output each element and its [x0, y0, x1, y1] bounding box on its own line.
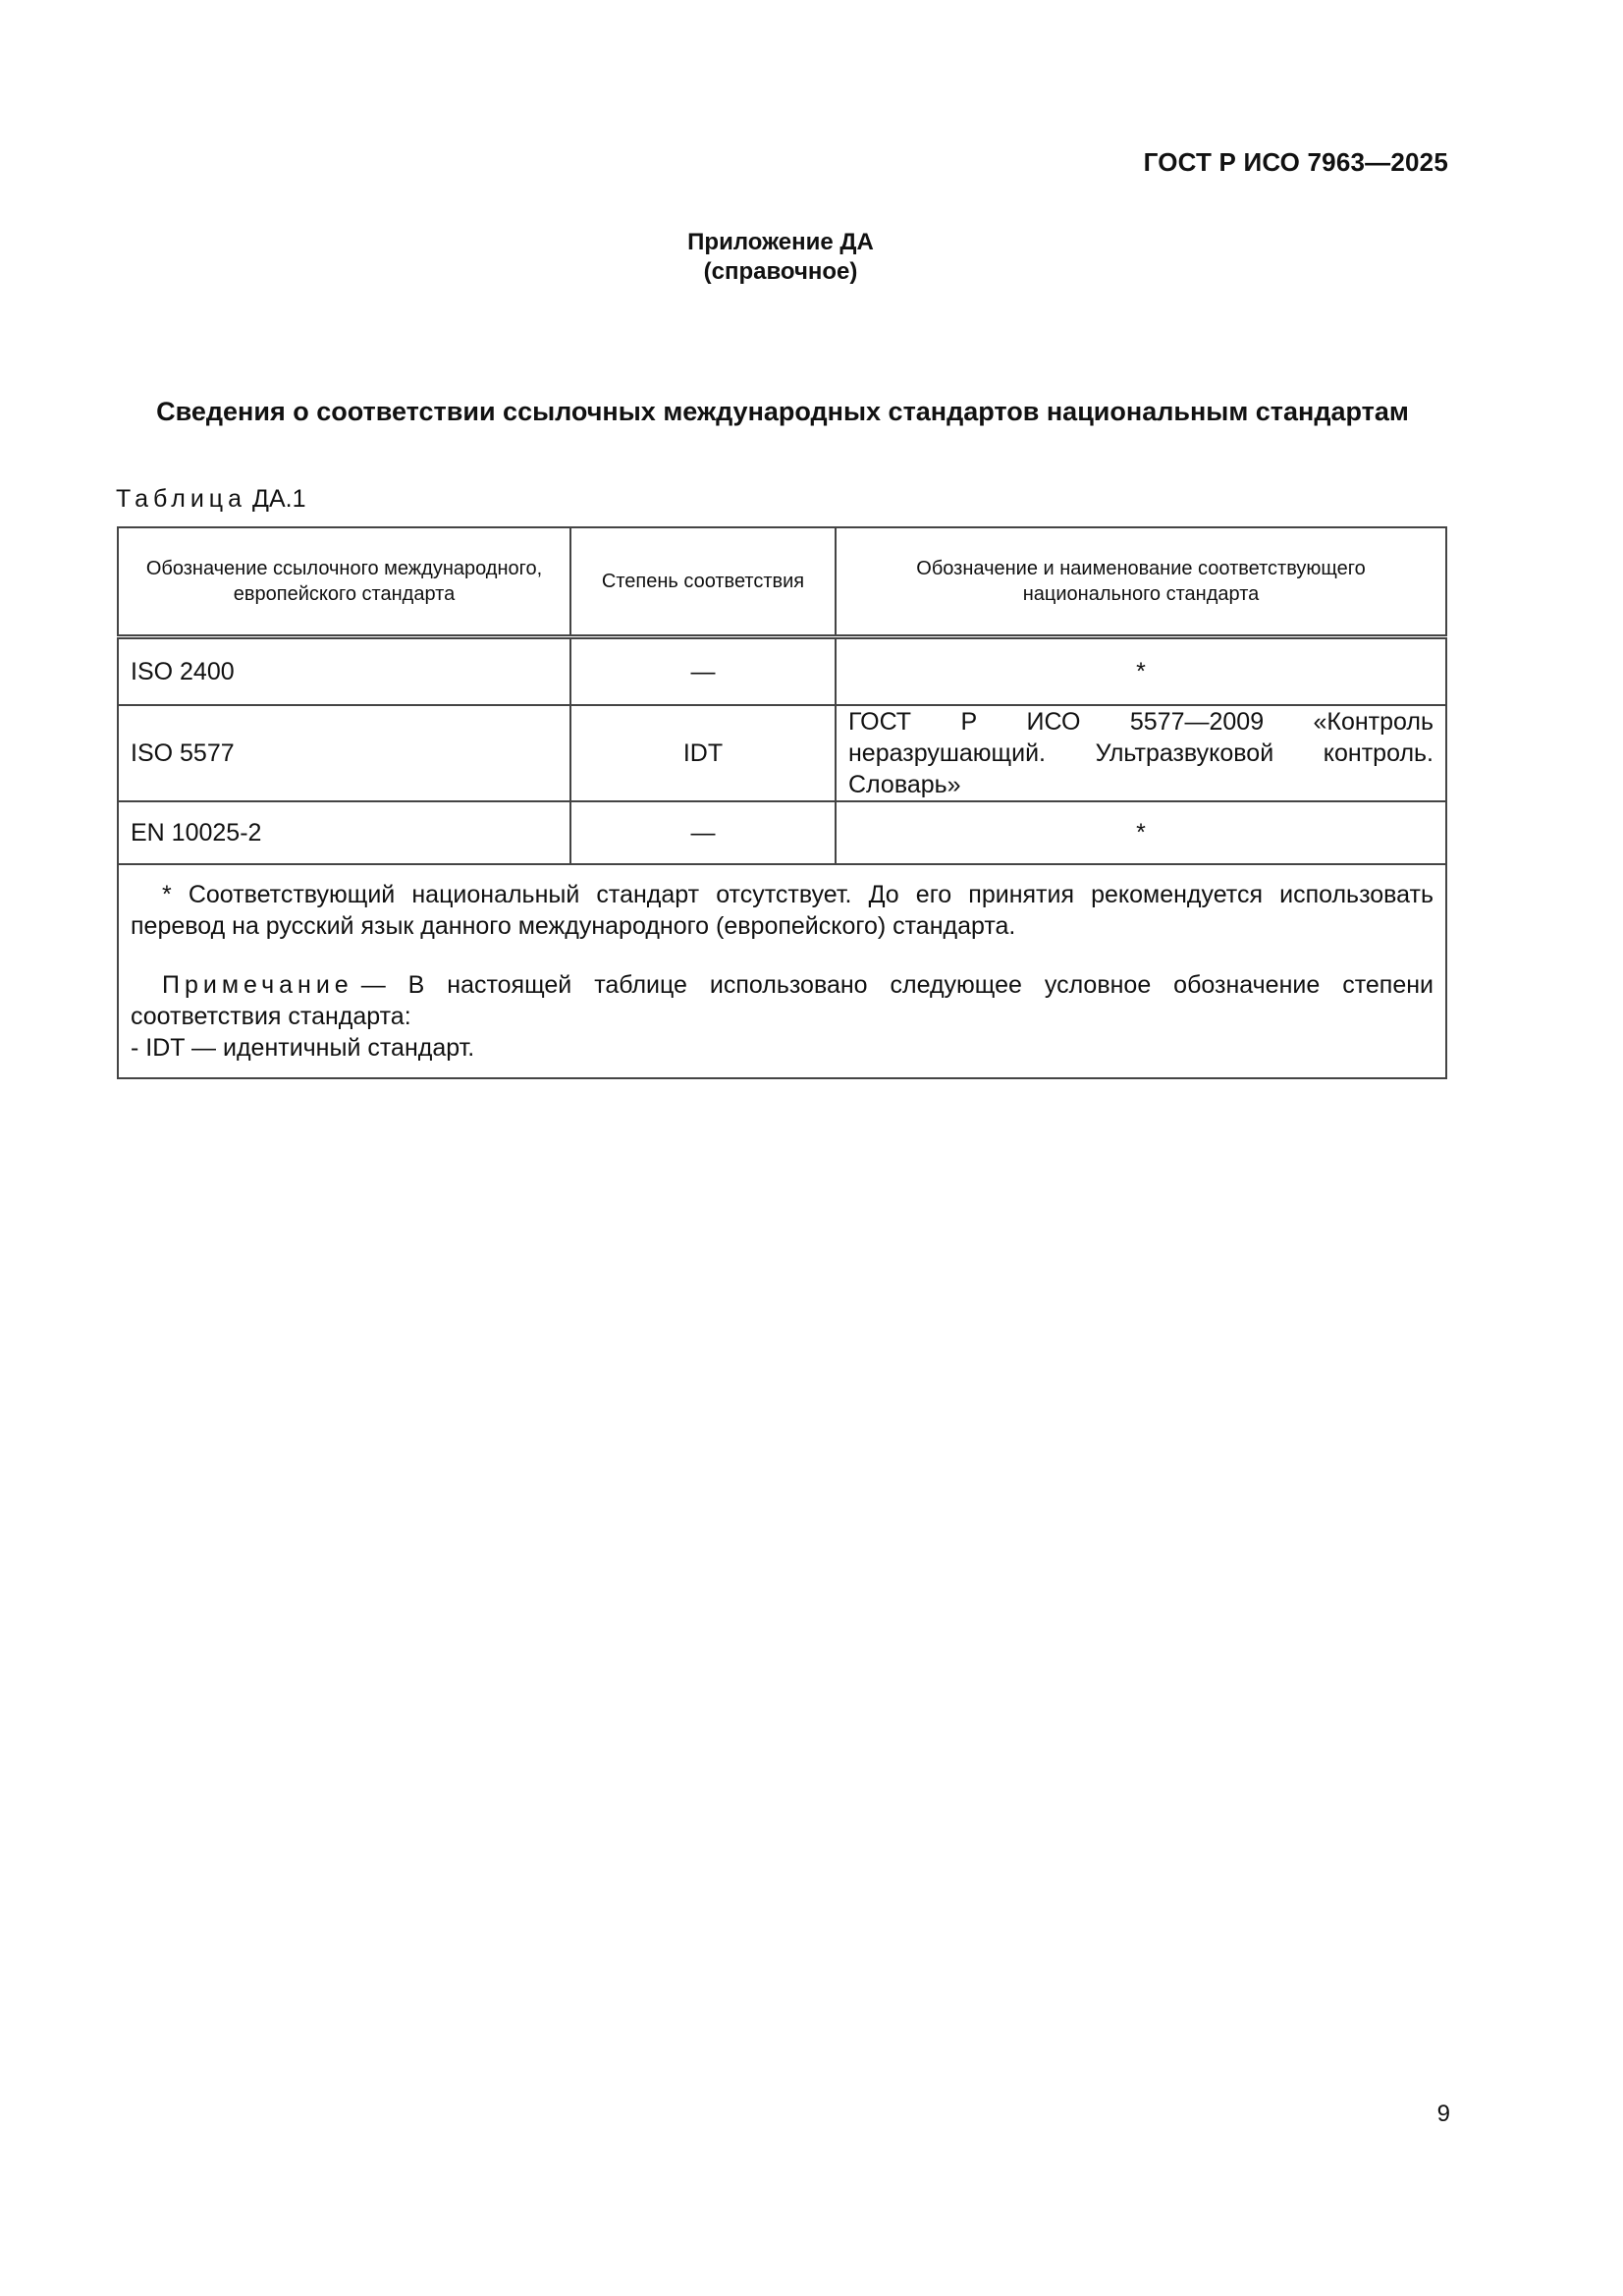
table-caption-word: Таблица [116, 485, 247, 513]
cell-reference: ISO 2400 [118, 637, 570, 706]
cell-national: ГОСТ Р ИСО 5577—2009 «Контроль неразрушающий. Ультразвуковой контроль. Словарь» [836, 705, 1446, 801]
table-row [118, 637, 1446, 706]
cell-reference: EN 10025-2 [118, 801, 570, 864]
table-footnote-row [118, 864, 1446, 1078]
section-title: Сведения о соответствии ссылочных международных стандартов национальным стандартам [156, 397, 1409, 426]
table-header-row [118, 527, 1446, 637]
cell-degree: — [570, 801, 836, 864]
header-national-standard: Обозначение и наименование соответствующего национального стандарта [836, 527, 1446, 637]
cell-reference: ISO 5577 [118, 705, 570, 801]
annex-heading [0, 228, 1561, 287]
annex-title: Приложение ДА [687, 229, 874, 255]
cell-national: * [836, 801, 1446, 864]
cell-national: * [836, 637, 1446, 706]
table-row [118, 705, 1446, 801]
cell-degree: IDT [570, 705, 836, 801]
note-text: — В настоящей таблице использовано следующее условное обозначение степени соответствия стандарта: [131, 971, 1434, 1030]
header-degree-of-correspondence: Степень соответствия [570, 527, 836, 637]
note-label: Примечание [162, 971, 353, 999]
cell-degree: — [570, 637, 836, 706]
table-caption [116, 485, 306, 514]
table-caption-number: ДА.1 [252, 485, 306, 513]
table-note [131, 969, 1434, 1032]
header-reference-standard: Обозначение ссылочного международного, европейского стандарта [118, 527, 570, 637]
table-footnote: * Соответствующий национальный стандарт отсутствует. До его принятия рекомендуется использовать перевод на русский язык данного международного (европейского) стандарта. [131, 881, 1434, 940]
page-number: 9 [1436, 2101, 1450, 2127]
document-id: ГОСТ Р ИСО 7963—2025 [1143, 147, 1448, 177]
table-footnote-cell [118, 864, 1446, 1078]
correspondence-table [117, 526, 1447, 1079]
annex-subtitle: (справочное) [703, 258, 858, 285]
table-row [118, 801, 1446, 864]
note-item: - IDT — идентичный стандарт. [131, 1034, 475, 1062]
